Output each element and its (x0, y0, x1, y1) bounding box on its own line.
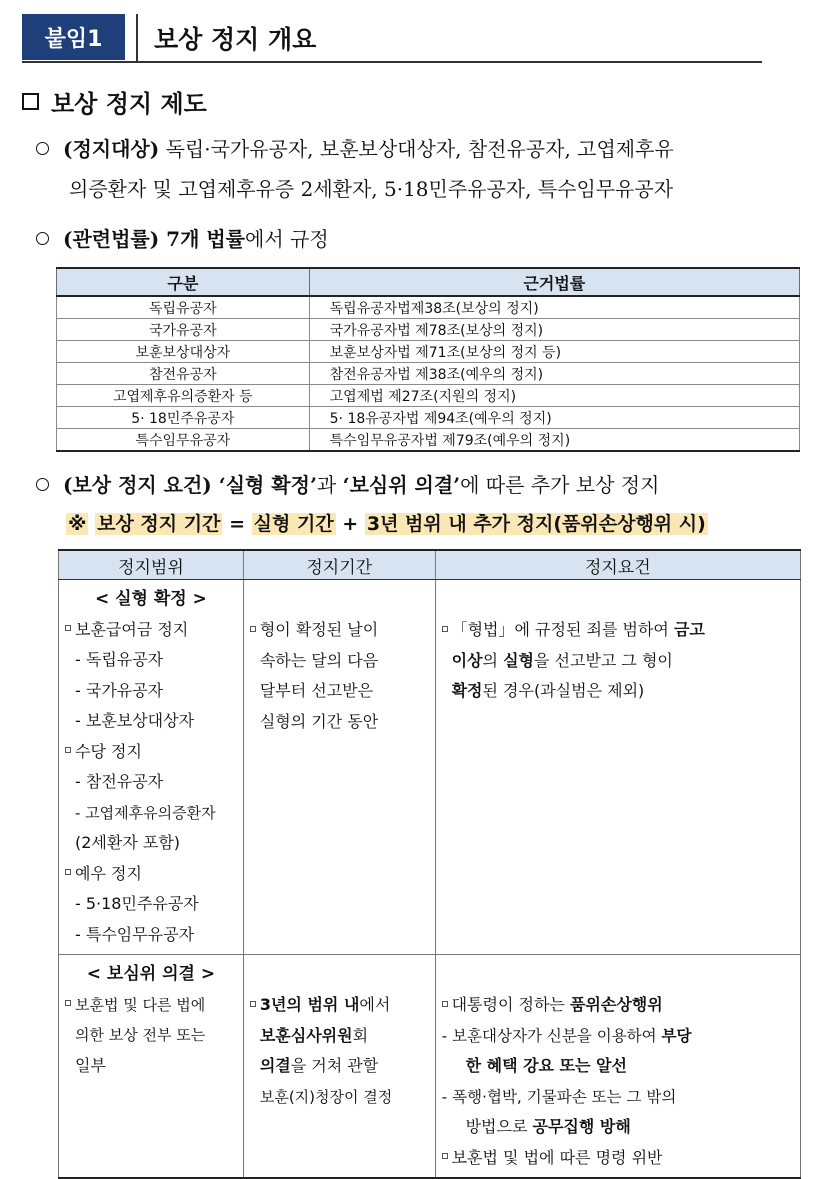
period-line: 의결을 거쳐 관할 (259, 1056, 379, 1075)
section-title: 보상 정지 제도 (51, 90, 207, 118)
scope-item: - 고엽제후유의증환자 (75, 803, 216, 822)
requirement-line: 「형법」에 규정된 죄를 범하여 금고 (442, 615, 794, 646)
scope-item: 보훈급여금 정지 (65, 615, 237, 646)
laws-label: (관련법률) 7개 법률 (63, 227, 246, 251)
small-square-icon (65, 1000, 71, 1006)
scope-item: 일부 (75, 1055, 106, 1075)
small-square-icon (65, 747, 71, 753)
requirement-line: 이상의 실형을 선고받고 그 형이 (451, 650, 673, 670)
law-cell-category: 5· 18민주유공자 (57, 407, 310, 429)
section-heading (22, 84, 207, 119)
bullet-requirements (36, 468, 659, 502)
law-header-law: 근거법률 (309, 268, 799, 296)
header-rule (22, 61, 762, 63)
table-row (57, 407, 800, 429)
square-bullet-icon (22, 93, 39, 110)
law-cell-law: 독립유공자법제38조(보상의 정지) (309, 296, 799, 319)
scope-item: 의한 보상 전부 또는 (75, 1026, 206, 1044)
laws-text: 에서 규정 (245, 227, 329, 251)
period-cell-committee (243, 955, 435, 1179)
table-row (59, 580, 801, 955)
requirement-line: 방법으로 공무집행 방해 (465, 1117, 631, 1136)
law-cell-law: 국가유공자법 제78조(보상의 정지) (309, 319, 799, 341)
period-cell-sentence (243, 580, 435, 955)
note-equals: = (229, 513, 246, 535)
table-row (57, 341, 800, 363)
requirement-cell-committee (435, 955, 800, 1179)
scope-item: 예우 정지 (65, 859, 237, 890)
note-sentence-period: 실형 기간 (253, 513, 334, 535)
law-table-header (57, 268, 800, 296)
law-cell-category: 고엽제후유의증환자 등 (57, 385, 310, 407)
period-line: 형이 확정된 날이 (250, 615, 429, 646)
requirements-mid: 과 (316, 473, 343, 497)
small-square-icon (250, 626, 256, 632)
period-line: 3년의 범위 내에서 (250, 990, 429, 1021)
scope-item: - 특수임무유공자 (75, 924, 195, 944)
small-square-icon (65, 625, 71, 631)
small-square-icon (442, 1001, 448, 1007)
table-row (57, 319, 800, 341)
scope-item: 보훈법 및 다른 법에 (65, 990, 237, 1021)
header-requirement: 정지요건 (435, 550, 800, 580)
note-additional-period: 3년 범위 내 추가 정지(품위손상행위 시) (366, 513, 706, 535)
requirement-cell-sentence (435, 580, 800, 955)
note-plus: + (342, 513, 359, 535)
table-row (57, 385, 800, 407)
scope-item: - 독립유공자 (75, 650, 164, 669)
law-cell-category: 특수임무유공자 (57, 429, 310, 452)
law-cell-category: 보훈보상대상자 (57, 341, 310, 363)
law-cell-category: 국가유공자 (57, 319, 310, 341)
requirement-line: - 보훈대상자가 신분을 이용하여 부당 (441, 1026, 692, 1045)
law-header-category: 구분 (57, 268, 310, 296)
header-scope: 정지범위 (59, 550, 244, 580)
small-square-icon (65, 869, 71, 875)
scope-item: - 보훈보상대상자 (75, 711, 195, 730)
law-cell-law: 보훈보상자법 제71조(보상의 정지 등) (309, 341, 799, 363)
category-sentence: < 실형 확정 > (94, 589, 207, 609)
period-line: 실형의 기간 동안 (259, 711, 379, 731)
header-separator (136, 14, 138, 62)
note-total-period: 보상 정지 기간 (97, 513, 221, 535)
page-title: 보상 정지 개요 (154, 25, 317, 54)
requirements-quote-2: ‘보심위 의결’ (342, 473, 461, 497)
category-committee: < 보심위 의결 > (86, 964, 216, 984)
scope-item: - 5·18민주유공자 (75, 894, 199, 913)
scope-item: - 참전유공자 (75, 772, 164, 791)
requirements-quote-1: ‘실형 확정’ (211, 473, 317, 497)
small-square-icon (442, 1153, 448, 1159)
table-row (57, 429, 800, 452)
scope-cell-sentence (59, 580, 244, 955)
law-cell-category: 독립유공자 (57, 296, 310, 319)
requirement-line: 대통령이 정하는 품위손상행위 (442, 990, 794, 1021)
period-note (66, 509, 708, 539)
requirement-line: - 폭행·협박, 기물파손 또는 그 밖의 (441, 1087, 677, 1106)
law-cell-law: 5· 18유공자법 제94조(예우의 정지) (309, 407, 799, 429)
requirements-label: (보상 정지 요건) (63, 473, 212, 497)
small-square-icon (250, 1001, 256, 1007)
law-cell-law: 참전유공자법 제38조(예우의 정지) (309, 363, 799, 385)
period-line: 보훈(지)청장이 결정 (259, 1087, 393, 1106)
law-cell-law: 특수임무유공자법 제79조(예우의 정지) (309, 429, 799, 452)
scope-item: 수당 정지 (65, 737, 237, 768)
scope-item: - 국가유공자 (75, 680, 164, 700)
law-cell-law: 고엽제법 제27조(지원의 정지) (309, 385, 799, 407)
targets-text-2: 의증환자 및 고엽제후유증 2세환자, 5·18민주유공자, 특수임무유공자 (69, 177, 674, 201)
table-row (57, 363, 800, 385)
requirement-line: 확정된 경우(과실범은 제외) (451, 681, 645, 700)
header-period: 정지기간 (243, 550, 435, 580)
period-line: 속하는 달의 다음 (259, 650, 379, 670)
requirements-rest: 에 따른 추가 보상 정지 (460, 473, 660, 497)
targets-label: (정지대상) (63, 137, 160, 161)
suspension-table-header (59, 550, 801, 580)
small-square-icon (442, 626, 448, 632)
table-row (57, 296, 800, 319)
period-line: 달부터 선고받은 (259, 681, 374, 700)
note-symbol: ※ (68, 513, 87, 535)
circle-bullet-icon (36, 232, 49, 245)
period-line: 보훈심사위원회 (259, 1025, 369, 1045)
header (22, 14, 762, 62)
circle-bullet-icon (36, 142, 49, 155)
law-cell-category: 참전유공자 (57, 363, 310, 385)
requirement-line: 한 혜택 강요 또는 알선 (465, 1056, 627, 1075)
table-row (59, 955, 801, 1179)
scope-item: (2세환자 포함) (75, 833, 181, 852)
suspension-table (58, 549, 801, 1179)
law-table (56, 267, 800, 452)
scope-cell-committee (59, 955, 244, 1179)
circle-bullet-icon (36, 478, 49, 491)
bullet-laws (36, 222, 329, 256)
requirement-line: 보훈법 및 법에 따른 명령 위반 (442, 1143, 794, 1174)
targets-text-1: 독립·국가유공자, 보훈보상대상자, 참전유공자, 고엽제후유 (159, 137, 674, 161)
bullet-targets (36, 132, 674, 166)
attachment-badge: 붙임1 (22, 14, 125, 60)
